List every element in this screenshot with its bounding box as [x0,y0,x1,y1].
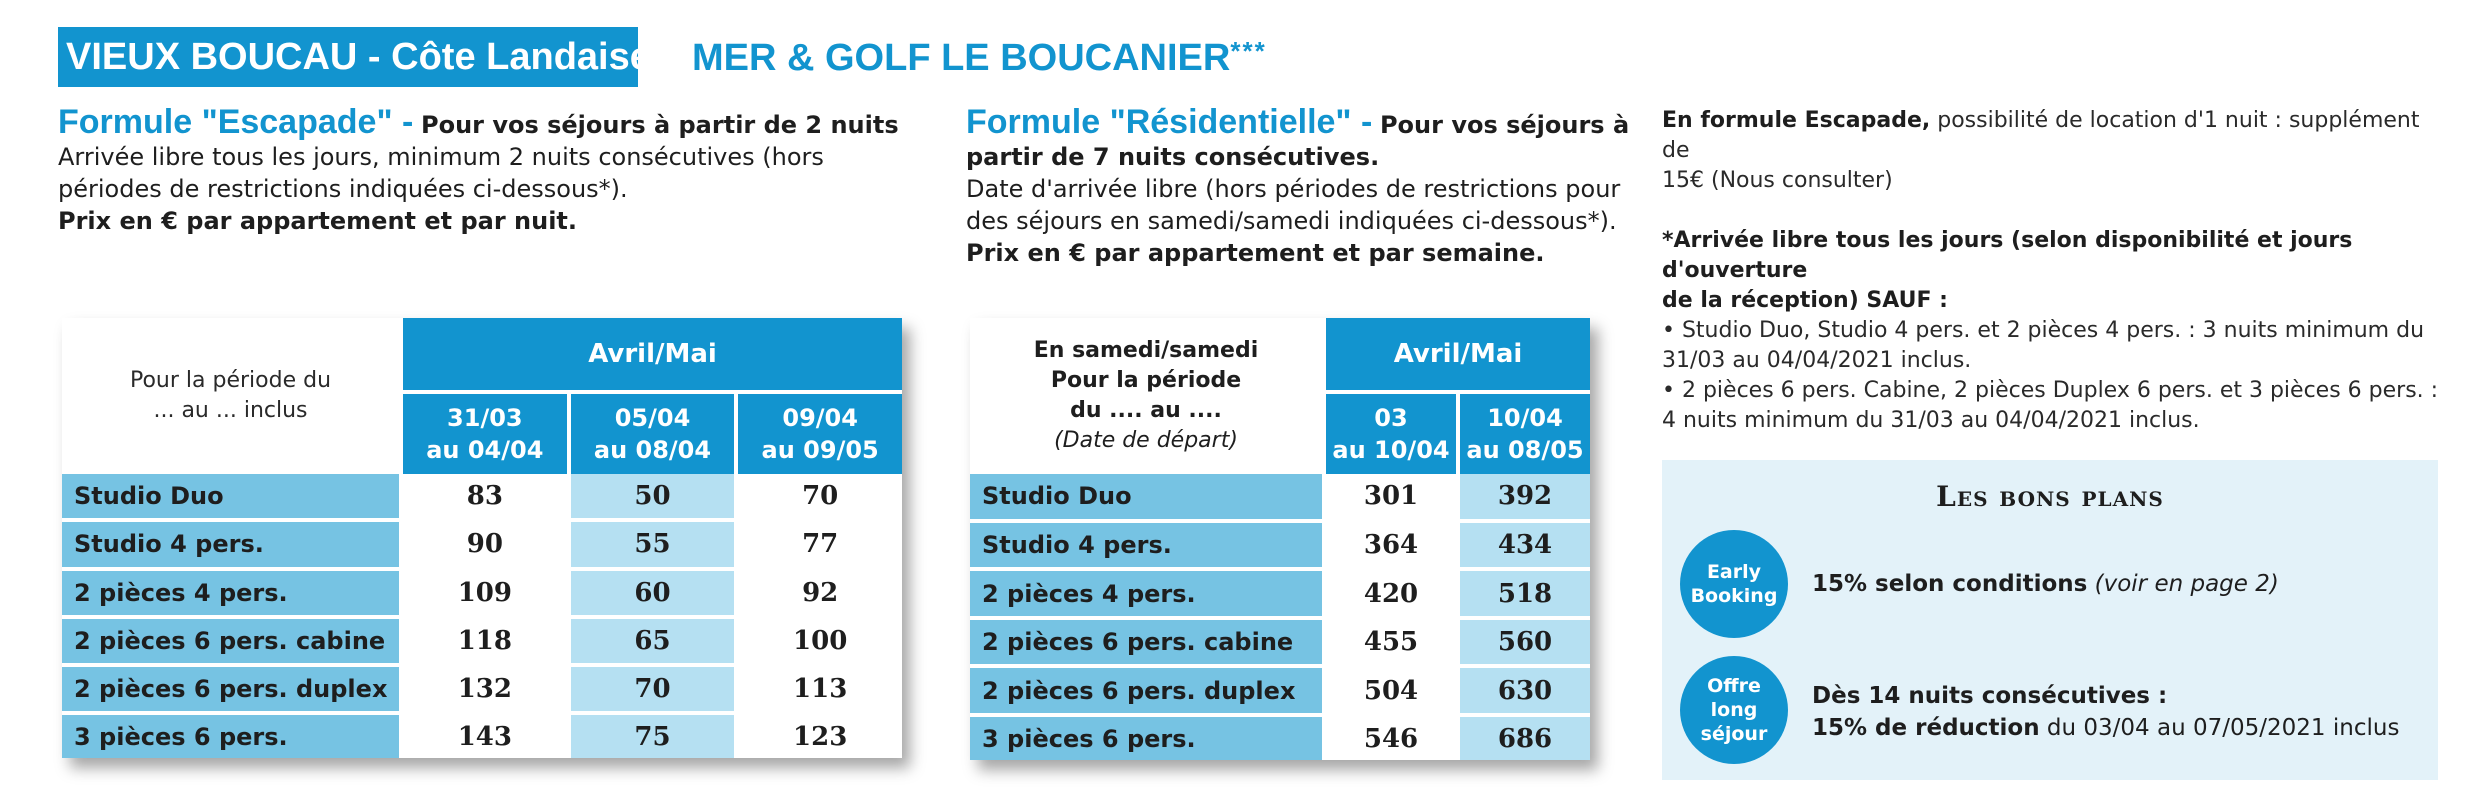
residentielle-title: Formule "Résidentielle" - [966,103,1373,141]
row-label: 2 pièces 6 pers. duplex [62,667,399,715]
period-label-3: du .... au .... [1070,398,1222,423]
restriction-bullet-1a: • Studio Duo, Studio 4 pers. et 2 pièces 4 pers. : 3 nuits minimum du [1662,318,2425,343]
price-cell: 123 [734,715,902,758]
long-stay-text [1812,680,2399,744]
price-cell: 546 [1322,717,1456,760]
long-stay-period: du 03/04 au 07/05/2021 inclus [2046,715,2400,741]
residentielle-tagline-1: Pour vos séjours à [1379,111,1630,139]
date-column-header: 05/04 au 08/04 [567,394,735,474]
price-cell: 83 [399,474,567,522]
row-label: Studio 4 pers. [62,522,399,570]
price-cell: 518 [1456,571,1590,620]
row-label: Studio Duo [970,474,1322,523]
date-column-header: 09/04 au 09/05 [734,394,902,474]
date-column-header: 10/04 au 08/05 [1456,394,1590,474]
row-label: 3 pièces 6 pers. [62,715,399,758]
early-booking-badge: Early Booking [1680,530,1788,638]
price-cell: 100 [734,619,902,667]
table-group-header: Avril/Mai [1322,318,1590,394]
table-row [62,571,902,619]
residentielle-tagline-2: partir de 7 nuits consécutives. [966,143,1380,171]
price-cell: 90 [399,522,567,570]
restriction-bullet-1b: 31/03 au 04/04/2021 inclus. [1662,348,1972,373]
price-cell: 113 [734,667,902,715]
table-period-header [62,318,399,474]
row-label: 2 pièces 6 pers. cabine [970,620,1322,669]
price-cell: 504 [1322,668,1456,717]
bons-plans-box [1662,460,2438,780]
date-column-header: 03 au 10/04 [1322,394,1456,474]
escapade-price-note: Prix en € par appartement et par nuit. [58,207,578,235]
long-stay-condition: Dès 14 nuits consécutives : [1812,683,2168,709]
price-cell: 70 [734,474,902,522]
early-booking-note: (voir en page 2) [2094,571,2279,597]
price-cell: 92 [734,571,902,619]
price-cell: 75 [567,715,735,758]
arrival-note-2: de la réception) SAUF : [1662,288,1948,313]
escapade-note-text: possibilité de location d'1 nuit : supplément de [1662,108,2420,163]
table-period-header [970,318,1322,474]
table-row [970,474,1590,523]
table-row [62,474,902,522]
table-row [62,667,902,715]
period-label-2: Pour la période [1050,368,1242,393]
escapade-note-text-2: 15€ (Nous consulter) [1662,168,1893,193]
residentielle-price-table [970,318,1590,760]
long-stay-discount: 15% de réduction [1812,715,2040,741]
price-cell: 109 [399,571,567,619]
restriction-bullet-2b: 4 nuits minimum du 31/03 au 04/04/2021 inclus. [1662,408,2200,433]
period-label-4: (Date de départ) [1054,428,1238,453]
price-cell: 392 [1456,474,1590,523]
resort-stars: *** [1230,36,1267,66]
price-cell: 455 [1322,620,1456,669]
price-cell: 60 [567,571,735,619]
escapade-line-1: Arrivée libre tous les jours, minimum 2 nuits consécutives (hors [58,143,824,171]
table-row [970,668,1590,717]
table-row [62,619,902,667]
price-cell: 560 [1456,620,1590,669]
conditions-info [1662,106,2452,436]
residentielle-line-2: des séjours en samedi/samedi indiquées ci-dessous*). [966,207,1617,235]
escapade-tagline: Pour vos séjours à partir de 2 nuits [420,111,899,139]
price-cell: 434 [1456,523,1590,572]
early-booking-offer: 15% selon conditions [1812,571,2088,597]
table-row [970,571,1590,620]
table-row [62,522,902,570]
arrival-note-1: *Arrivée libre tous les jours (selon disponibilité et jours d'ouverture [1662,228,2353,283]
escapade-line-2: périodes de restrictions indiquées ci-dessous*). [58,175,628,203]
price-cell: 50 [567,474,735,522]
table-row [62,715,902,758]
escapade-description [58,103,899,237]
restriction-bullet-2a: • 2 pièces 6 pers. Cabine, 2 pièces Duplex 6 pers. et 3 pièces 6 pers. : [1662,378,2439,403]
table-row [970,620,1590,669]
price-cell: 143 [399,715,567,758]
price-cell: 420 [1322,571,1456,620]
period-label-1: En samedi/samedi [1033,338,1259,363]
row-label: 2 pièces 4 pers. [62,571,399,619]
resort-name: MER & GOLF LE BOUCANIER [692,37,1231,79]
row-label: 2 pièces 4 pers. [970,571,1322,620]
early-booking-text [1812,568,2279,600]
row-label: Studio 4 pers. [970,523,1322,572]
long-stay-badge: Offre long séjour [1680,656,1788,764]
row-label: 3 pièces 6 pers. [970,717,1322,760]
table-group-header: Avril/Mai [399,318,902,394]
residentielle-price-note: Prix en € par appartement et par semaine. [966,239,1545,267]
residentielle-description [966,103,1630,269]
location-title: VIEUX BOUCAU - Côte Landaise [58,27,638,87]
row-label: Studio Duo [62,474,399,522]
price-cell: 55 [567,522,735,570]
price-cell: 65 [567,619,735,667]
price-cell: 301 [1322,474,1456,523]
row-label: 2 pièces 6 pers. cabine [62,619,399,667]
price-cell: 686 [1456,717,1590,760]
price-cell: 630 [1456,668,1590,717]
escapade-price-table [62,318,902,758]
price-cell: 118 [399,619,567,667]
row-label: 2 pièces 6 pers. duplex [970,668,1322,717]
escapade-title: Formule "Escapade" - [58,103,414,141]
period-label-1: Pour la période du [129,368,332,393]
price-cell: 70 [567,667,735,715]
price-cell: 132 [399,667,567,715]
date-column-header: 31/03 au 04/04 [399,394,567,474]
resort-title [692,33,1267,83]
price-cell: 77 [734,522,902,570]
period-label-2: ... au ... inclus [153,398,308,423]
price-cell: 364 [1322,523,1456,572]
escapade-note-bold: En formule Escapade, [1662,108,1931,133]
bons-plans-title: Les bons plans [1936,480,2164,513]
table-row [970,717,1590,760]
residentielle-line-1: Date d'arrivée libre (hors périodes de restrictions pour [966,175,1621,203]
table-row [970,523,1590,572]
